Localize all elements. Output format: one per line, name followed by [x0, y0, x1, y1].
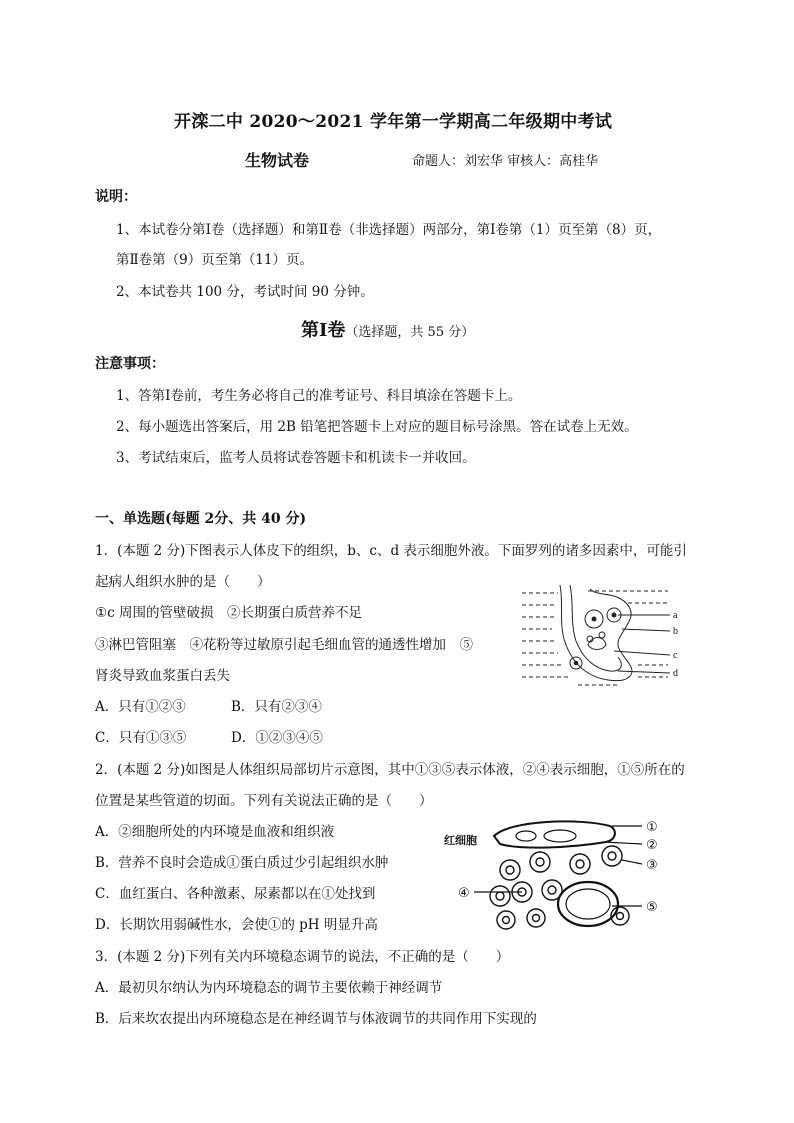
q2-fig-label-5: ⑤: [646, 900, 658, 915]
q1-choice-c: C．只有①③⑤: [95, 730, 187, 746]
section1-heading: 一、单选题(每题 2分、共 40 分): [95, 511, 307, 527]
q2-fig-label-1: ①: [646, 820, 658, 835]
q2-section-figure: [440, 812, 680, 932]
q2-choice-d: D．长期饮用弱碱性水，会使①的 pH 明显升高: [95, 917, 378, 933]
q1-fig-label-c: c: [673, 650, 678, 661]
instructions-label: 说明：: [95, 189, 137, 205]
q1-factor-line3: 肾炎导致血浆蛋白丢失: [95, 668, 230, 684]
q1-factor-line1: ①c 周围的管壁破损 ②长期蛋白质营养不足: [95, 605, 362, 621]
instruction-item-1-cont: 第Ⅱ卷第（9）页至第（11）页。: [116, 252, 313, 268]
q2-choice-b: B．营养不良时会造成①蛋白质过少引起组织水肿: [95, 855, 389, 871]
q2-fig-label-3: ③: [646, 858, 658, 873]
notes-label: 注意事项：: [95, 356, 165, 372]
notes-item-3: 3、考试结束后，监考人员将试卷答题卡和机读卡一并收回。: [116, 450, 476, 466]
q3-choice-b: B．后来坎农提出内环境稳态是在神经调节与体液调节的共同作用下实现的: [95, 1011, 537, 1027]
q2-stem-line2: 位置是某些管道的切面。下列有关说法正确的是（ ）: [95, 793, 433, 809]
subject-title: 生物试卷: [245, 151, 310, 170]
q1-factor-line2: ③淋巴管阻塞 ④花粉等过敏原引起毛细血管的通透性增加 ⑤: [95, 637, 473, 653]
part1-title: 第Ⅰ卷: [301, 320, 346, 341]
q3-choice-a: A．最初贝尔纳认为内环境稳态的调节主要依赖于神经调节: [95, 980, 443, 996]
q1-tissue-figure: [518, 585, 688, 690]
q2-fig-label-4: ④: [458, 886, 470, 901]
q3-stem: 3．(本题 2 分)下列有关内环境稳态调节的说法，不正确的是（ ）: [95, 949, 510, 965]
q1-fig-label-a: a: [673, 610, 678, 621]
q2-fig-label-2: ②: [646, 838, 658, 853]
part1-heading: [301, 316, 474, 342]
q1-choice-a: A．只有①②③: [95, 699, 186, 715]
q1-fig-label-b: b: [673, 626, 678, 637]
q1-stem-line1: 1．(本题 2 分)下图表示人体皮下的组织，b、c、d 表示细胞外液。下面罗列的诸多因素中，可能引: [95, 543, 687, 559]
notes-item-1: 1、答第Ⅰ卷前，考生务必将自己的准考证号、科目填涂在答题卡上。: [116, 388, 522, 404]
q2-fig-rbc-label: 红细胞: [444, 835, 477, 847]
authors-line: 命题人：刘宏华 审核人：高桂华: [412, 154, 599, 169]
instruction-item-1: 1、本试卷分第Ⅰ卷（选择题）和第Ⅱ卷（非选择题）两部分，第Ⅰ卷第（1）页至第（8）页，: [116, 222, 662, 238]
q2-choice-c: C．血红蛋白、各种激素、尿素都以在①处找到: [95, 886, 376, 902]
part1-note: （选择题，共 55 分）: [345, 325, 475, 340]
q1-choice-d: D．①②③④⑤: [231, 730, 323, 746]
q1-fig-label-d: d: [673, 668, 678, 679]
exam-title: 开滦二中 2020～2021 学年第一学期高二年级期中考试: [174, 112, 613, 132]
q1-choice-b: B．只有②③④: [231, 699, 322, 715]
notes-item-2: 2、每小题选出答案后，用 2B 铅笔把答题卡上对应的题目标号涂黑。答在试卷上无效。: [116, 419, 638, 435]
q2-choice-a: A．②细胞所处的内环境是血液和组织液: [95, 824, 335, 840]
q2-stem-line1: 2．(本题 2 分)如图是人体组织局部切片示意图，其中①③⑤表示体液，②④表示细胞，①⑤所在的: [95, 762, 685, 778]
q1-stem-line2: 起病人组织水肿的是（ ）: [95, 574, 271, 590]
instruction-item-2: 2、本试卷共 100 分，考试时间 90 分钟。: [116, 284, 374, 300]
